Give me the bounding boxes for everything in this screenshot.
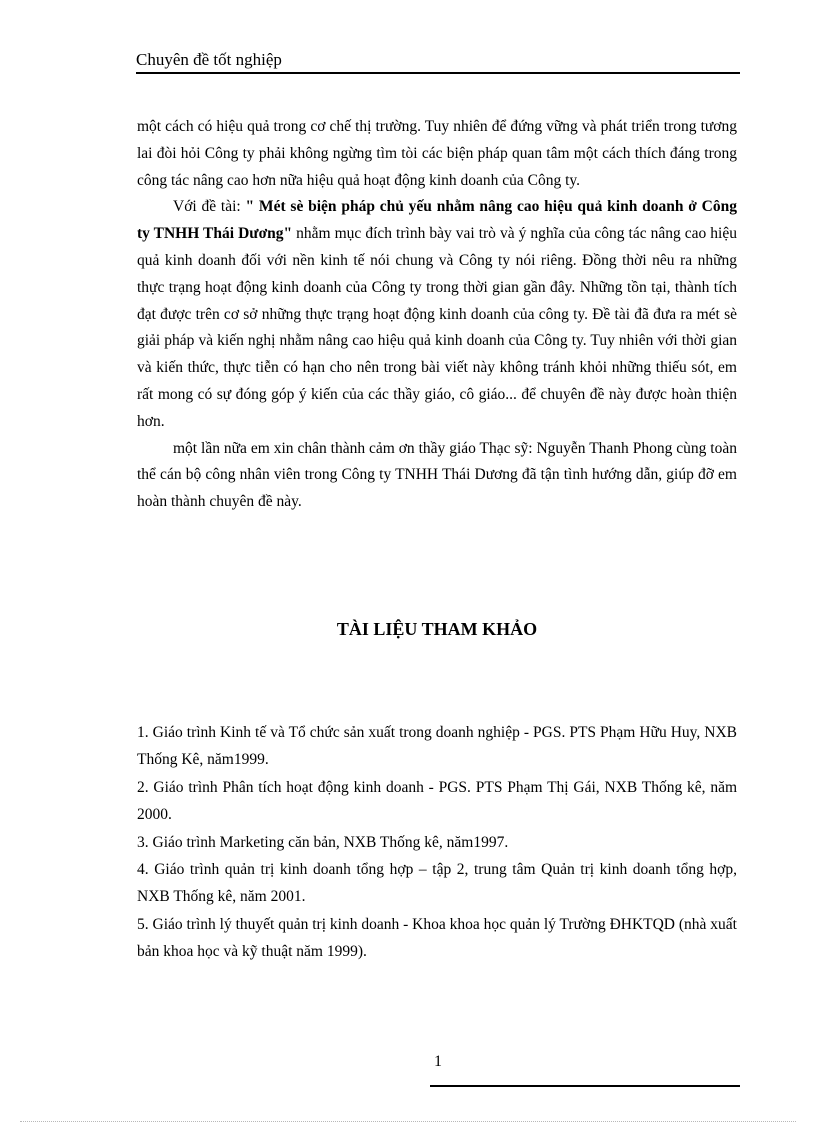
body-text xyxy=(137,114,737,516)
footer-rule xyxy=(430,1085,740,1087)
reference-item: 2. Giáo trình Phân tích hoạt động kinh doanh - PGS. PTS Phạm Thị Gái, NXB Thống kê, năm 2000. xyxy=(137,778,737,824)
reference-item: 5. Giáo trình lý thuyết quản trị kinh doanh - Khoa khoa học quản lý Trường ĐHKTQD (nhà xuất bản khoa học và kỹ thuật năm 1999). xyxy=(137,915,737,961)
reference-item: 4. Giáo trình quản trị kinh doanh tổng hợp – tập 2, trung tâm Quản trị kinh doanh tổng hợp, NXB Thống kê, năm 2001. xyxy=(137,861,737,906)
page-edge-divider xyxy=(20,1121,796,1122)
paragraph-continuation: một cách có hiệu quả trong cơ chế thị trường. Tuy nhiên để đứng vững và phát triển trong tương lai đòi hỏi Công ty phải không ngừng tìm tòi các biện pháp quan tâm một cách thích đáng trong công tác nâng cao hơn nữa hiệu quả hoạt động kinh doanh của Công ty. xyxy=(137,118,737,189)
reference-item: 1. Giáo trình Kinh tế và Tổ chức sản xuất trong doanh nghiệp - PGS. PTS Phạm Hữu Huy, NXB Thống Kê, năm1999. xyxy=(137,724,737,769)
paragraph-topic xyxy=(137,194,737,435)
topic-description: nhằm mục đích trình bày vai trò và ý nghĩa của công tác nâng cao hiệu quả kinh doanh đối với nền kinh tế nói chung và Công ty nói riêng. Đồng thời nêu ra những thực trạng hoạt động kinh doanh của Công ty trong thời gian gần đây. Những tồn tại, thành tích đạt được trên cơ sở những thực trạng hoạt động kinh doanh của công ty. Đề tài đã đưa ra mét sè giải pháp và kiến nghị nhằm nâng cao hiệu quả kinh doanh của Công ty. Tuy nhiên với thời gian và kiến thức, thực tiễn có hạn cho nên trong bài viết này không tránh khỏi những thiếu sót, em rất mong có sự đóng góp ý kiến của các thầy giáo, cô giáo... để chuyên đề này được hoàn thiện hơn. xyxy=(137,225,737,430)
topic-intro: Với đề tài: xyxy=(173,198,246,216)
page-header xyxy=(136,50,740,74)
topic-title: " Mét sè biện pháp chủ yếu nhằm nâng cao hiệu quả kinh doanh ở Công ty TNHH Thái Dương" xyxy=(137,198,737,243)
page-number: 1 xyxy=(434,1053,442,1070)
references-title: TÀI LIỆU THAM KHẢO xyxy=(336,619,538,639)
reference-item: 3. Giáo trình Marketing căn bản, NXB Thống kê, năm1997. xyxy=(137,833,509,851)
references-list xyxy=(137,719,737,966)
paragraph-thanks: một lần nữa em xin chân thành cảm ơn thầy giáo Thạc sỹ: Nguyễn Thanh Phong cùng toàn thể cán bộ công nhân viên trong Công ty TNHH Thái Dương đã tận tình hướng dẫn, giúp đỡ em hoàn thành chuyên đề này. xyxy=(137,439,737,511)
header-title: Chuyên đề tốt nghiệp xyxy=(136,50,282,69)
